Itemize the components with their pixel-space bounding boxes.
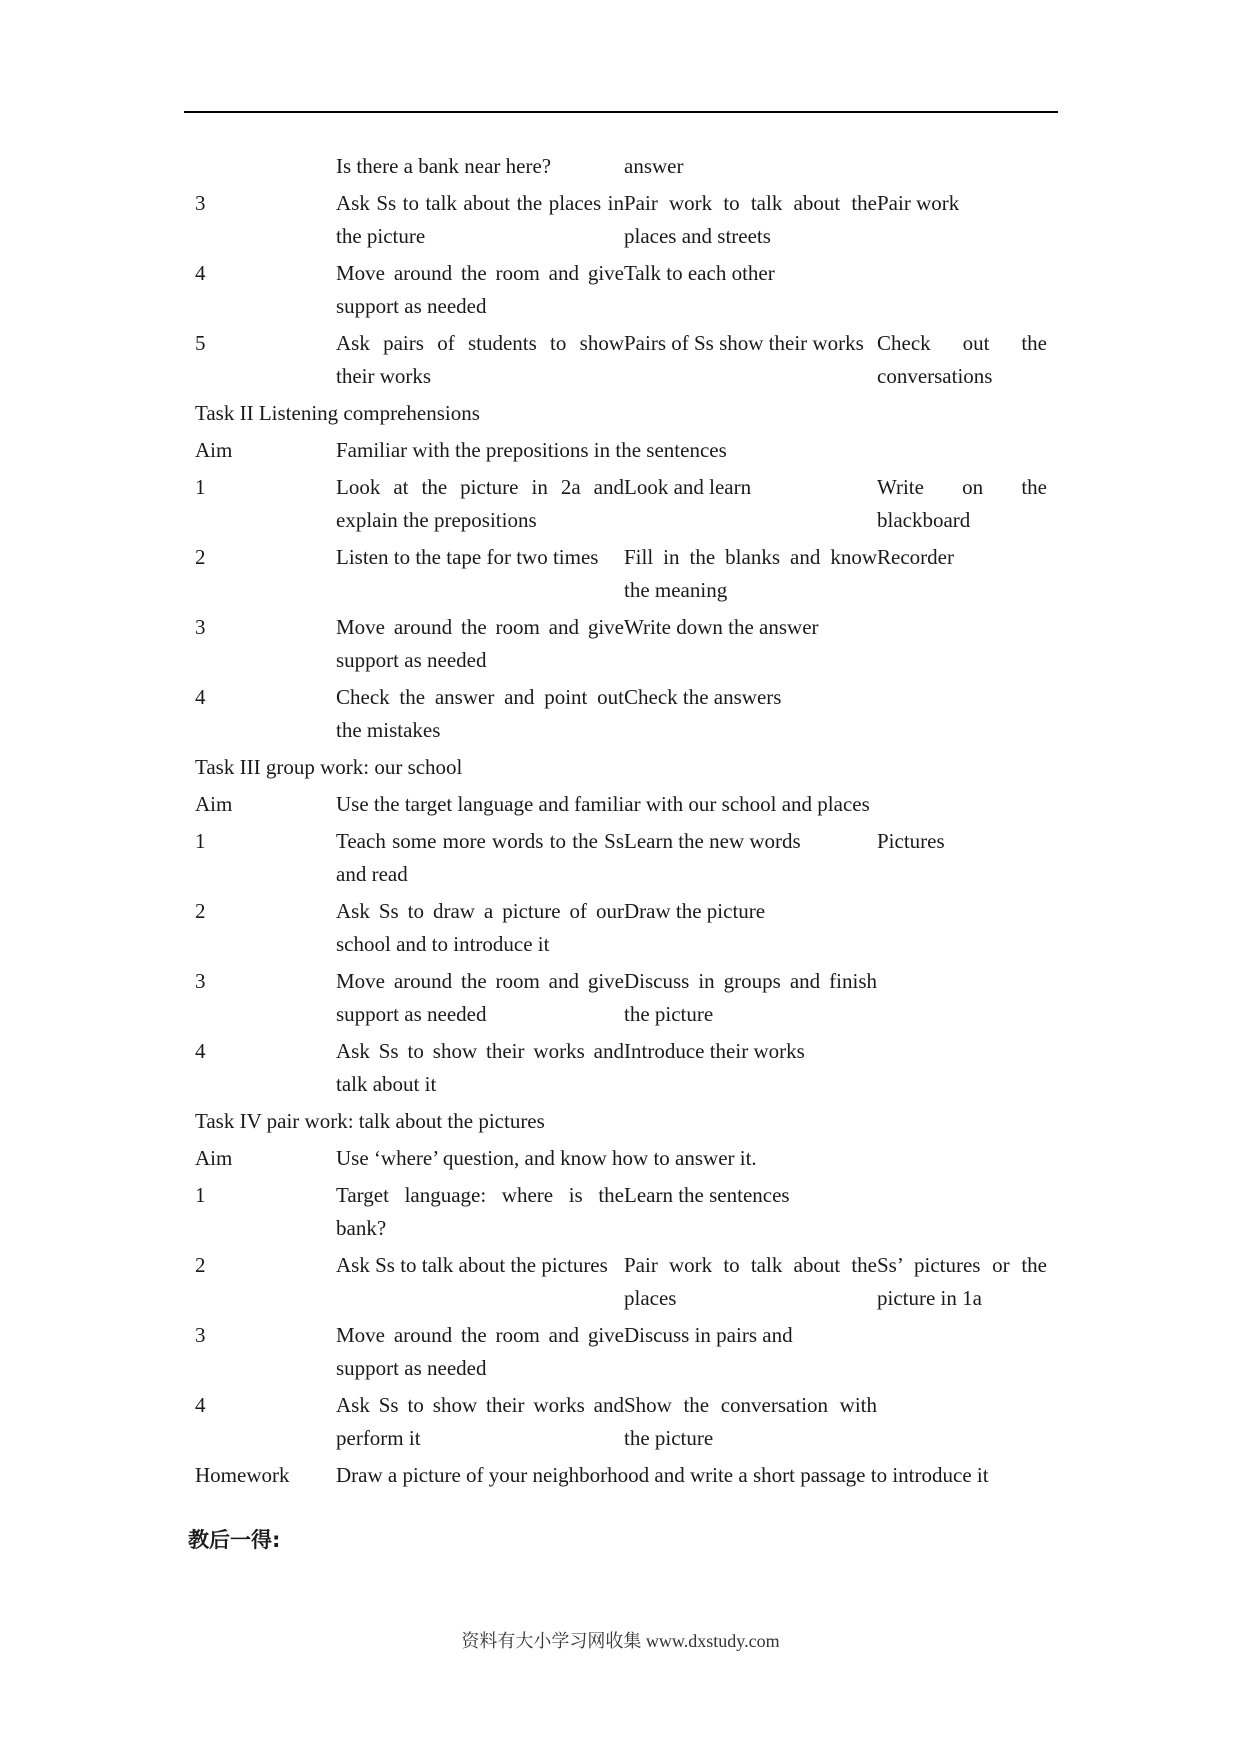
student-activity: Pair work to talk about the places <box>624 1253 877 1310</box>
teacher-activity: Ask Ss to draw a picture of our school and to introduce it <box>336 899 624 956</box>
resource <box>877 257 1047 323</box>
page-footer: 资料有大小学习网收集 www.dxstudy.com <box>461 1631 780 1651</box>
lesson-plan-table <box>195 150 1047 1496</box>
teacher-activity: Ask Ss to show their works and perform it <box>336 1393 624 1450</box>
aim-row <box>195 1142 1047 1175</box>
step-number: 4 <box>195 261 206 285</box>
table-row <box>195 327 1047 393</box>
student-activity: Learn the new words <box>624 829 801 853</box>
aim-text: Use the target language and familiar with our school and places <box>336 792 870 816</box>
step-number: 3 <box>195 1323 206 1347</box>
student-activity: Talk to each other <box>624 261 775 285</box>
resource: Pair work <box>877 191 960 215</box>
resource <box>877 150 1047 183</box>
step-number: 4 <box>195 1039 206 1063</box>
aim-label: Aim <box>195 792 233 816</box>
student-activity: Discuss in groups and finish the picture <box>624 969 877 1026</box>
aim-label: Aim <box>195 1146 233 1170</box>
resource <box>877 1035 1047 1101</box>
student-activity: Write down the answer <box>624 615 819 639</box>
teacher-activity: Ask Ss to show their works and talk about it <box>336 1039 624 1096</box>
resource <box>877 681 1047 747</box>
step-number: 3 <box>195 191 206 215</box>
student-activity: Pair work to talk about the places and streets <box>624 191 877 248</box>
teacher-activity: Move around the room and give support as needed <box>336 615 624 672</box>
header-rule <box>184 111 1058 113</box>
teacher-activity: Target language: where is the bank? <box>336 1183 624 1240</box>
step-number: 3 <box>195 969 206 993</box>
resource <box>877 1179 1047 1245</box>
resource: Write on the blackboard <box>877 475 1047 532</box>
table-row <box>195 150 1047 183</box>
teacher-activity: Ask pairs of students to show their works <box>336 331 624 388</box>
table-row <box>195 825 1047 891</box>
table-row <box>195 1389 1047 1455</box>
step-number: 1 <box>195 475 206 499</box>
homework-text: Draw a picture of your neighborhood and write a short passage to introduce it <box>336 1463 989 1487</box>
step-number: 2 <box>195 1253 206 1277</box>
table-row <box>195 611 1047 677</box>
step-number: 4 <box>195 1393 206 1417</box>
resource <box>877 1319 1047 1385</box>
teacher-activity: Teach some more words to the Ss and read <box>336 829 624 886</box>
homework-row <box>195 1459 1047 1492</box>
student-activity: Look and learn <box>624 475 752 499</box>
teacher-activity: Ask Ss to talk about the pictures <box>336 1253 608 1277</box>
step-number: 4 <box>195 685 206 709</box>
step-number: 5 <box>195 331 206 355</box>
teacher-activity: Move around the room and give support as needed <box>336 969 624 1026</box>
table-row <box>195 681 1047 747</box>
homework-label: Homework <box>195 1463 290 1487</box>
resource <box>877 1389 1047 1455</box>
step-number: 3 <box>195 615 206 639</box>
aim-row <box>195 788 1047 821</box>
resource <box>877 611 1047 677</box>
task-title: Task II Listening comprehensions <box>195 401 480 425</box>
resource: Recorder <box>877 545 954 569</box>
table-row <box>195 1319 1047 1385</box>
teacher-activity: Is there a bank near here? <box>336 154 552 178</box>
teacher-activity: Check the answer and point out the mistakes <box>336 685 624 742</box>
step-number <box>195 150 336 183</box>
task-title: Task III group work: our school <box>195 755 463 779</box>
student-activity: Learn the sentences <box>624 1183 790 1207</box>
aim-text: Familiar with the prepositions in the sentences <box>336 438 727 462</box>
table-row <box>195 1249 1047 1315</box>
student-activity: Discuss in pairs and <box>624 1323 793 1347</box>
table-row <box>195 1179 1047 1245</box>
aim-text: Use ‘where’ question, and know how to answer it. <box>336 1146 757 1170</box>
step-number: 1 <box>195 1183 206 1207</box>
student-activity: Pairs of Ss show their works <box>624 331 864 355</box>
table-row <box>195 187 1047 253</box>
table-row <box>195 895 1047 961</box>
teacher-activity: Move around the room and give support as needed <box>336 1323 624 1380</box>
student-activity: Check the answers <box>624 685 782 709</box>
aim-label: Aim <box>195 438 233 462</box>
task-title: Task IV pair work: talk about the pictures <box>195 1109 545 1133</box>
step-number: 2 <box>195 899 206 923</box>
teacher-activity: Move around the room and give support as needed <box>336 261 624 318</box>
student-activity: Fill in the blanks and know the meaning <box>624 545 877 602</box>
table-row <box>195 1035 1047 1101</box>
step-number: 2 <box>195 545 206 569</box>
table-row <box>195 471 1047 537</box>
step-number: 1 <box>195 829 206 853</box>
table-row <box>195 965 1047 1031</box>
student-activity: Show the conversation with the picture <box>624 1393 877 1450</box>
table-row <box>195 257 1047 323</box>
resource <box>877 895 1047 961</box>
student-activity: answer <box>624 154 684 178</box>
teacher-activity: Ask Ss to talk about the places in the picture <box>336 191 624 248</box>
resource <box>877 965 1047 1031</box>
table-row <box>195 541 1047 607</box>
teacher-activity: Look at the picture in 2a and explain the prepositions <box>336 475 624 532</box>
aim-row <box>195 434 1047 467</box>
student-activity: Introduce their works <box>624 1039 805 1063</box>
teacher-activity: Listen to the tape for two times <box>336 545 599 569</box>
resource: Ss’ pictures or the picture in 1a <box>877 1253 1047 1310</box>
resource: Check out the conversations <box>877 331 1047 388</box>
student-activity: Draw the picture <box>624 899 766 923</box>
reflection-label: 教后一得: <box>188 1528 281 1552</box>
resource: Pictures <box>877 829 945 853</box>
